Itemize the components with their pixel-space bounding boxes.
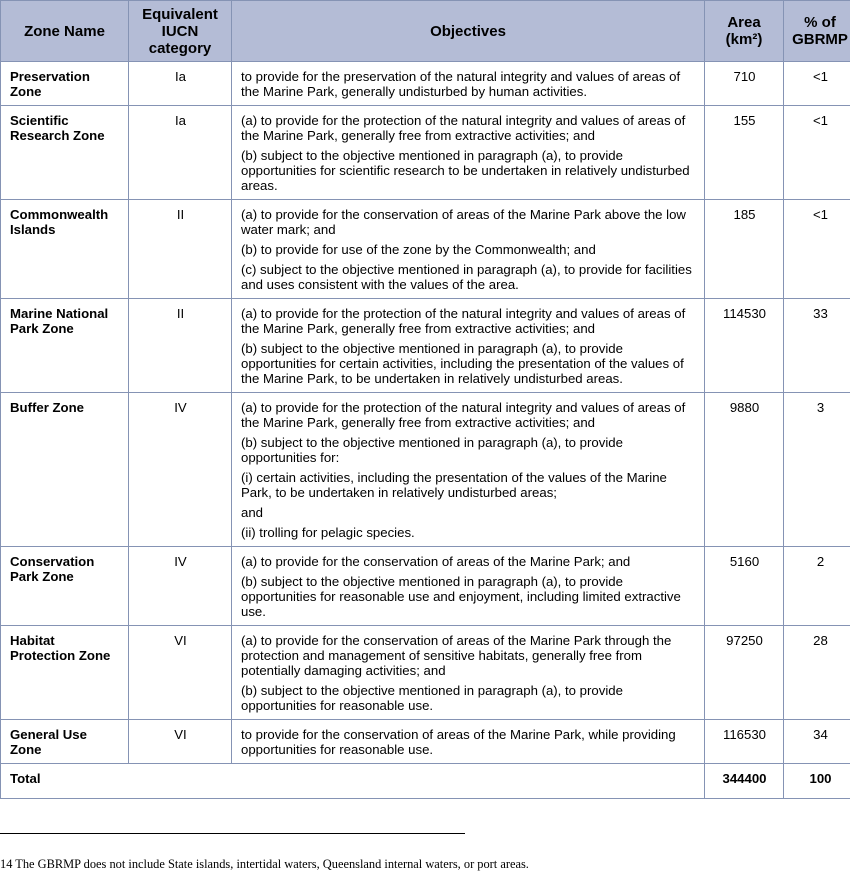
table-row [1,393,850,547]
objective-paragraph: to provide for the conservation of areas of the Marine Park, while providing opportunities for reasonable use. [241,727,676,757]
iucn-category-cell: II [129,200,232,299]
zone-name-cell: Commonwealth Islands [1,200,129,299]
header-row [1,1,850,62]
percent-cell: 2 [784,547,850,626]
total-percent: 100 [784,764,850,799]
zone-name-cell: General Use Zone [1,720,129,764]
area-cell: 5160 [705,547,784,626]
objective-paragraph: (b) subject to the objective mentioned in paragraph (a), to provide opportunities for scientific research to be undertaken in relatively undisturbed areas. [241,148,690,193]
iucn-category-cell: VI [129,720,232,764]
percent-cell: 28 [784,626,850,720]
zone-name-cell: Conservation Park Zone [1,547,129,626]
objective-paragraph: (a) to provide for the protection of the natural integrity and values of areas of the Marine Park, generally free from extractive activities; and [241,113,686,143]
footnote-divider [0,833,465,834]
table-body [1,62,850,764]
zone-name-cell: Buffer Zone [1,393,129,547]
objective-paragraph: (b) subject to the objective mentioned in paragraph (a), to provide opportunities for certain activities, including the presentation of the values of the Marine Park, to be undertaken in relatively undisturbed areas. [241,341,684,386]
area-cell: 185 [705,200,784,299]
footnote: 14 The GBRMP does not include State islands, intertidal waters, Queensland internal waters, or port areas. [0,857,529,871]
table-row [1,62,850,106]
objectives-cell [232,62,705,106]
header-percent: % of GBRMP [784,1,850,62]
objective-paragraph: to provide for the preservation of the natural integrity and values of areas of the Marine Park, generally undisturbed by human activities. [241,69,681,99]
zone-name-cell: Scientific Research Zone [1,106,129,200]
area-cell: 155 [705,106,784,200]
total-area: 344400 [705,764,784,799]
objectives-cell [232,626,705,720]
objective-paragraph: (a) to provide for the protection of the natural integrity and values of areas of the Marine Park, generally free from extractive activities; and [241,400,686,430]
zone-name-cell: Preservation Zone [1,62,129,106]
iucn-category-cell: VI [129,626,232,720]
header-zone-name: Zone Name [1,1,129,62]
objectives-cell [232,547,705,626]
objectives-cell [232,393,705,547]
header-objectives: Objectives [232,1,705,62]
objective-paragraph: (c) subject to the objective mentioned in paragraph (a), to provide for facilities and uses consistent with the values of the area. [241,262,692,292]
objective-paragraph: (a) to provide for the protection of the natural integrity and values of areas of the Marine Park, generally free from extractive activities; and [241,306,686,336]
zone-name-cell: Marine National Park Zone [1,299,129,393]
objective-paragraph: (b) subject to the objective mentioned in paragraph (a), to provide opportunities for: [241,435,623,465]
objectives-cell [232,200,705,299]
iucn-category-cell: IV [129,547,232,626]
area-cell: 114530 [705,299,784,393]
total-label: Total [1,764,705,799]
percent-cell: <1 [784,62,850,106]
objective-paragraph: (a) to provide for the conservation of areas of the Marine Park through the protection and management of sensitive habitats, generally free from potentially damaging activities; and [241,633,672,678]
iucn-category-cell: Ia [129,106,232,200]
total-row [1,764,850,799]
objective-paragraph: (a) to provide for the conservation of areas of the Marine Park; and [241,554,631,569]
table-row [1,299,850,393]
header-iucn-category: Equivalent IUCN category [129,1,232,62]
percent-cell: <1 [784,200,850,299]
objective-paragraph: (a) to provide for the conservation of areas of the Marine Park above the low water mark; and [241,207,686,237]
percent-cell: <1 [784,106,850,200]
objective-paragraph: (b) to provide for use of the zone by the Commonwealth; and [241,242,596,257]
objective-paragraph: and [241,505,264,520]
iucn-category-cell: II [129,299,232,393]
area-cell: 710 [705,62,784,106]
objectives-cell [232,720,705,764]
objective-paragraph: (ii) trolling for pelagic species. [241,525,415,540]
iucn-category-cell: IV [129,393,232,547]
table-row [1,547,850,626]
percent-cell: 34 [784,720,850,764]
area-cell: 116530 [705,720,784,764]
objective-paragraph: (i) certain activities, including the presentation of the values of the Marine Park, to be undertaken in relatively undisturbed areas; [241,470,667,500]
table-row [1,720,850,764]
table-row [1,200,850,299]
objective-paragraph: (b) subject to the objective mentioned in paragraph (a), to provide opportunities for reasonable use. [241,683,623,713]
header-area: Area (km²) [705,1,784,62]
area-cell: 97250 [705,626,784,720]
table-row [1,106,850,200]
percent-cell: 33 [784,299,850,393]
table-row [1,626,850,720]
area-cell: 9880 [705,393,784,547]
zone-name-cell: Habitat Protection Zone [1,626,129,720]
iucn-category-cell: Ia [129,62,232,106]
percent-cell: 3 [784,393,850,547]
objectives-cell [232,299,705,393]
objective-paragraph: (b) subject to the objective mentioned in paragraph (a), to provide opportunities for reasonable use and enjoyment, including limited extractive use. [241,574,681,619]
objectives-cell [232,106,705,200]
